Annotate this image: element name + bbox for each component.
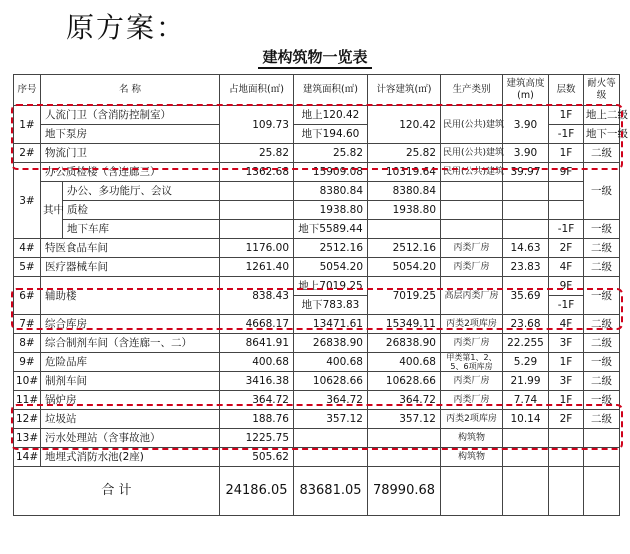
table-row: 地下783.83 -1F [14, 296, 620, 315]
floors: 9F [549, 163, 584, 182]
gfa: 地下194.60 [294, 125, 368, 144]
plot-area: 120.42 [368, 106, 441, 144]
height: 3.90 [503, 144, 549, 163]
row-no: 2# [14, 144, 41, 163]
height: 3.90 [503, 106, 549, 144]
buildings-table [13, 74, 628, 516]
row-name: 地下车库 [63, 220, 220, 239]
col-fire-rating: 耐火等级 [584, 75, 620, 106]
site-area: 109.73 [220, 106, 294, 144]
table-row: 9# 危险品库 400.68 400.68 400.68 甲类第1、2、5、6项库房 5.29 1F 一级 [14, 353, 620, 372]
site-area: 25.82 [220, 144, 294, 163]
table-row [14, 182, 620, 201]
gfa: 8380.84 [294, 182, 368, 201]
fire-rating: 一级 [584, 220, 620, 239]
total-row [14, 467, 620, 516]
floors: 1F [549, 144, 584, 163]
plot-area: 1938.80 [368, 201, 441, 220]
total-plot-area: 78990.68 [368, 467, 441, 516]
table-row: 13# 污水处理站（含事故池） 1225.75 构筑物 [14, 429, 620, 448]
total-site-area: 24186.05 [220, 467, 294, 516]
total-label: 合 计 [14, 467, 220, 516]
row-name: 办公、多功能厅、会议 [63, 182, 220, 201]
fire-rating: 一级 [584, 163, 620, 220]
site-area: 1362.68 [220, 163, 294, 182]
row-no: 3# [14, 163, 41, 239]
fire-rating: 地上二级 [584, 106, 620, 125]
gfa: 地下5589.44 [294, 220, 368, 239]
table-row [14, 201, 620, 220]
gfa: 25.82 [294, 144, 368, 163]
category: 民用(公共)建筑 [441, 106, 503, 144]
floors: 1F [549, 106, 584, 125]
table-row: 4# 特医食品车间 1176.00 2512.16 2512.16 丙类厂房 14.63 2F 二级 [14, 239, 620, 258]
gfa: 15909.08 [294, 163, 368, 182]
col-site-area: 占地面积(㎡) [220, 75, 294, 106]
table-row [14, 106, 620, 125]
row-name: 物流门卫 [41, 144, 220, 163]
col-gfa: 建筑面积(㎡) [294, 75, 368, 106]
table-row: 7# 综合库房 4668.17 13471.61 15349.11 丙类2项库房 23.68 4F 二级 [14, 315, 620, 334]
table-row: 12# 垃圾站 188.76 357.12 357.12 丙类2项库房 10.14 2F 二级 [14, 410, 620, 429]
table-row: 11# 锅炉房 364.72 364.72 364.72 丙类厂房 7.74 1F 一级 [14, 391, 620, 410]
table-row: 6# 辅助楼 838.43 地上7019.25 7019.25 高层丙类厂房 35.69 9F 一级 [14, 277, 620, 296]
table-row: 5# 医疗器械车间 1261.40 5054.20 5054.20 丙类厂房 23.83 4F 二级 [14, 258, 620, 277]
table-row [14, 220, 620, 239]
plot-area: 25.82 [368, 144, 441, 163]
col-plot-area: 计容建筑(㎡) [368, 75, 441, 106]
sub-label: 其中 [41, 182, 63, 239]
row-name: 人流门卫（含消防控制室） [41, 106, 220, 125]
category: 民用(公共)建筑 [441, 144, 503, 163]
row-no: 1# [14, 106, 41, 144]
row-name: 地下泵房 [41, 125, 220, 144]
table-row: 10# 制剂车间 3416.38 10628.66 10628.66 丙类厂房 21.99 3F 二级 [14, 372, 620, 391]
col-height: 建筑高度(m) [503, 75, 549, 106]
fire-rating: 二级 [584, 144, 620, 163]
floors: -1F [549, 125, 584, 144]
category: 民用(公共)建筑 [441, 163, 503, 182]
table-row [14, 163, 620, 182]
col-category: 生产类别 [441, 75, 503, 106]
col-name: 名 称 [41, 75, 220, 106]
height: 39.97 [503, 163, 549, 182]
fire-rating: 地下一级 [584, 125, 620, 144]
page-heading: 原方案： [66, 11, 187, 44]
col-no: 序号 [14, 75, 41, 106]
gfa: 1938.80 [294, 201, 368, 220]
total-gfa: 83681.05 [294, 467, 368, 516]
gfa: 地上120.42 [294, 106, 368, 125]
row-name: 质检 [63, 201, 220, 220]
table-row [14, 144, 620, 163]
plot-area: 8380.84 [368, 182, 441, 201]
table-title: 建构筑物一览表 [0, 46, 630, 67]
col-floors: 层数 [549, 75, 584, 106]
row-name: 办公质检楼（含连廊三） [41, 163, 220, 182]
table-row: 14# 地埋式消防水池(2座) 505.62 构筑物 [14, 448, 620, 467]
floors: -1F [549, 220, 584, 239]
header-row [14, 75, 620, 106]
table-row: 8# 综合制剂车间（含连廊一、二） 8641.91 26838.90 26838.90 丙类厂房 22.255 3F 二级 [14, 334, 620, 353]
plot-area: 10319.64 [368, 163, 441, 182]
